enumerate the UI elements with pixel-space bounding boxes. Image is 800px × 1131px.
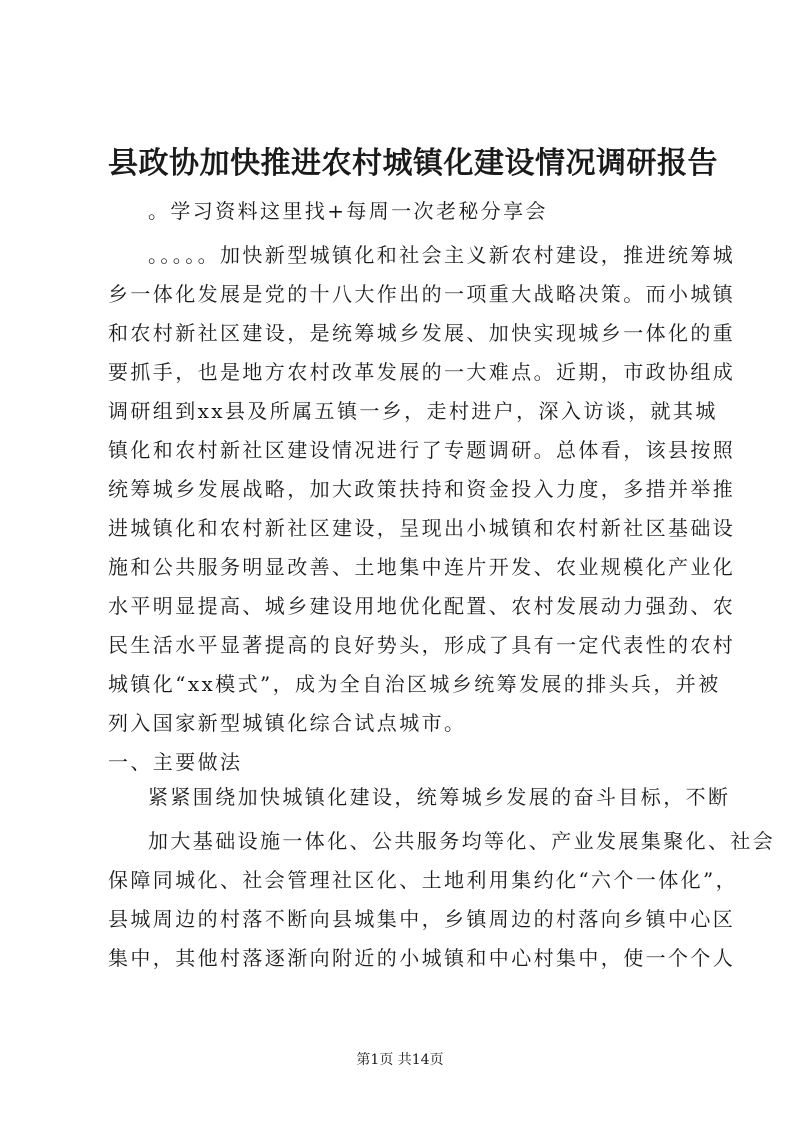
- paragraph-line: 乡一体化发展是党的十八大作出的一项重大战略决策。而小城镇: [108, 282, 736, 306]
- paragraph-line: 和农村新社区建设，是统筹城乡发展、加快实现城乡一体化的重: [108, 321, 736, 345]
- paragraph-line: 列入国家新型城镇化综合试点城市。: [108, 711, 467, 735]
- paragraph-line: 保障同城化、社会管理社区化、土地利用集约化“六个一体化”，: [108, 868, 739, 892]
- paragraph-line: 集中，其他村落逐渐向附近的小城镇和中心村集中，使一个个人: [108, 946, 736, 970]
- paragraph-line: 统筹城乡发展战略，加大政策扶持和资金投入力度，多措并举推: [108, 477, 736, 501]
- paragraph-line: 加大基础设施一体化、公共服务均等化、产业发展集聚化、社会: [148, 829, 776, 853]
- paragraph-line: 县城周边的村落不断向县城集中，乡镇周边的村落向乡镇中心区: [108, 907, 736, 931]
- paragraph-line: 进城镇化和农村新社区建设，呈现出小城镇和农村新社区基础设: [108, 516, 736, 540]
- paragraph-line: 水平明显提高、城乡建设用地优化配置、农村发展动力强劲、农: [108, 594, 736, 618]
- paragraph-line: 一、主要做法: [108, 750, 243, 774]
- paragraph-line: 施和公共服务明显改善、土地集中连片开发、农业规模化产业化: [108, 555, 736, 579]
- document-title: 县政协加快推进农村城镇化建设情况调研报告: [108, 146, 718, 181]
- paragraph-line: 镇化和农村新社区建设情况进行了专题调研。总体看，该县按照: [108, 438, 736, 462]
- paragraph-line: 调研组到xx县及所属五镇一乡，走村进户，深入访谈，就其城: [108, 399, 718, 423]
- paragraph-line: 城镇化“xx模式”，成为全自治区城乡统筹发展的排头兵，并被: [108, 672, 721, 696]
- intro-line: 。学习资料这里找+每周一次老秘分享会: [148, 199, 548, 223]
- page-indicator: 第1页 共14页: [356, 1052, 444, 1068]
- paragraph-line: 。。。。。加快新型城镇化和社会主义新农村建设，推进统筹城: [148, 243, 736, 267]
- paragraph-line: 要抓手，也是地方农村改革发展的一大难点。近期，市政协组成: [108, 360, 736, 384]
- section-heading: 紧紧围绕加快城镇化建设，统筹城乡发展的奋斗目标，不断: [148, 785, 731, 809]
- paragraph-line: 民生活水平显著提高的良好势头，形成了具有一定代表性的农村: [108, 633, 736, 657]
